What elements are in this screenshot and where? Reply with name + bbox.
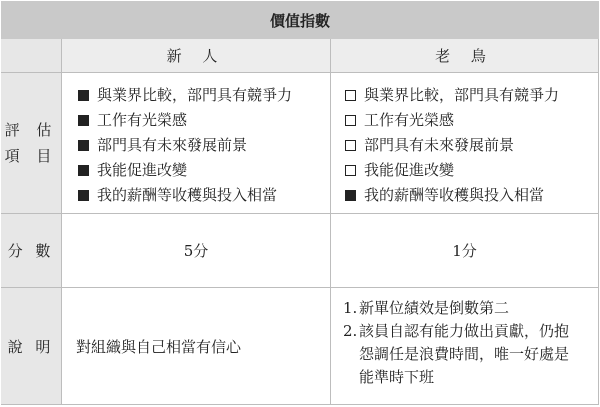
veteran-column-header: 老 鳥 [331,39,599,73]
evaluation-label-line2: 項 目 [4,147,58,165]
checked-box-icon [78,140,89,151]
veteran-explanation [331,288,599,405]
evaluation-items-label [1,73,62,214]
newcomer-score: 5分 [62,214,331,288]
checked-box-icon [78,115,89,126]
list-item [345,108,598,133]
note-line: 怨調任是浪費時間，唯一好處是 [359,345,570,363]
evaluation-item-text: 我能促進改變 [97,161,188,179]
evaluation-item-text: 部門具有未來發展前景 [364,136,515,154]
evaluation-item-text: 我的薪酬等收穫與投入相當 [364,186,545,204]
explanation-note [343,320,592,389]
note-line: 新單位績效是倒數第二 [359,299,510,317]
veteran-evaluation-cell [331,73,599,214]
checked-box-icon [78,165,89,176]
evaluation-item-text: 工作有光榮感 [97,111,188,129]
list-item [78,83,330,108]
list-item [78,133,330,158]
unchecked-box-icon [345,140,356,151]
newcomer-evaluation-list [78,83,330,208]
header-corner-cell [1,39,62,73]
veteran-evaluation-list [345,83,598,208]
checked-box-icon [345,190,356,201]
list-item [345,133,598,158]
list-item [345,83,598,108]
score-label: 分 數 [1,214,62,288]
note-text [359,297,592,320]
veteran-score: 1分 [331,214,599,288]
list-item [78,108,330,133]
checked-box-icon [78,190,89,201]
note-number: 2. [343,322,358,340]
note-number: 1. [343,299,358,317]
note-line: 該員自認有能力做出貢獻，仍抱 [359,322,570,340]
value-index-table [1,1,599,405]
table-title: 價值指數 [1,1,599,39]
evaluation-item-text: 工作有光榮感 [364,111,455,129]
evaluation-item-text: 部門具有未來發展前景 [97,136,248,154]
list-item [345,158,598,183]
unchecked-box-icon [345,165,356,176]
evaluation-item-text: 與業界比較，部門具有競爭力 [364,86,560,104]
explanation-label: 說 明 [1,288,62,405]
evaluation-label-line1: 評 估 [4,121,58,139]
list-item [78,183,330,208]
unchecked-box-icon [345,90,356,101]
explanation-note [343,297,592,320]
newcomer-evaluation-cell [62,73,331,214]
newcomer-column-header: 新 人 [62,39,331,73]
newcomer-explanation: 對組織與自己相當有信心 [62,288,331,405]
note-text [359,320,592,389]
note-line: 能準時下班 [359,368,435,386]
evaluation-item-text: 與業界比較，部門具有競爭力 [97,86,293,104]
unchecked-box-icon [345,115,356,126]
evaluation-item-text: 我能促進改變 [364,161,455,179]
list-item [78,158,330,183]
evaluation-item-text: 我的薪酬等收穫與投入相當 [97,186,278,204]
checked-box-icon [78,90,89,101]
list-item [345,183,598,208]
